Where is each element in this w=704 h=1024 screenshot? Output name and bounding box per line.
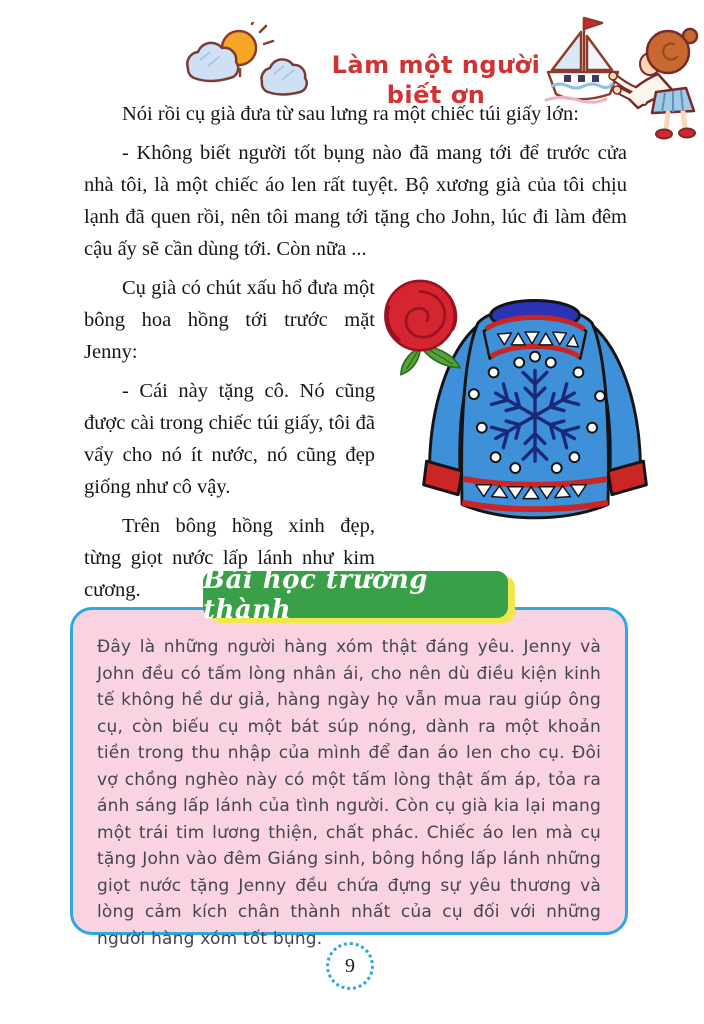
lesson-heading-banner	[203, 564, 508, 625]
page-title: Làm một người biết ơn	[331, 51, 541, 109]
rose-icon	[375, 274, 479, 378]
lesson-heading: Bài học trưởng thành	[203, 564, 428, 625]
story-paragraph: - Không biết người tốt bụng nào đã mang tới để trước cửa nhà tôi, là một chiếc áo len rất tuyệt. Bộ xương già của tôi chịu lạnh đã quen rồi, nên tôi mang tới tặng cho John, lúc đi làm đêm cậu ấy sẽ cần dùng tới. Còn nữa ...	[84, 142, 627, 260]
story-paragraph: Trên bông hồng xinh đẹp, từng giọt nước lấp lánh như kim cương.	[84, 515, 375, 601]
story-paragraph: Nói rồi cụ già đưa từ sau lưng ra một chiếc túi giấy lớn:	[122, 103, 579, 125]
story-text	[84, 98, 627, 613]
lesson-box	[70, 607, 628, 949]
story-paragraph: Cụ già có chút xấu hổ đưa một bông hoa hồng tới trước mặt Jenny:	[84, 277, 375, 363]
story-paragraph: - Cái này tặng cô. Nó cũng được cài trong chiếc túi giấy, tôi đã vẩy cho nó ít nước, nó cũng đẹp giống như cô vậy.	[84, 380, 375, 498]
sweater-rose-figure	[391, 274, 629, 550]
page-number: 9	[345, 954, 355, 977]
sun-clouds-icon	[176, 22, 324, 104]
lesson-text: Đây là những người hàng xóm thật đáng yêu. Jenny và John đều có tấm lòng nhân ái, cho nên dù điều kiện kinh tế không hề dư giả, hàng ngày họ vẫn mua rau giúp ông cụ, còn biếu cụ một bát súp nóng, dành ra một khoản tiền trong thu nhập của mình để đan áo len cho cụ. Đôi vợ chồng nghèo này có một tấm lòng thật ấm áp, tỏa ra ánh sáng lấp lánh của tình người. Còn cụ già kia lại mang một trái tim lương thiện, chất phác. Chiếc áo len mà cụ tặng John vào đêm Giáng sinh, bông hồng lấp lánh những giọt nước tặng Jenny đều chứa đựng sự yêu thương và lòng cảm kích chân thành nhất của cụ đối với những người hàng xóm tốt bụng.	[97, 637, 601, 949]
